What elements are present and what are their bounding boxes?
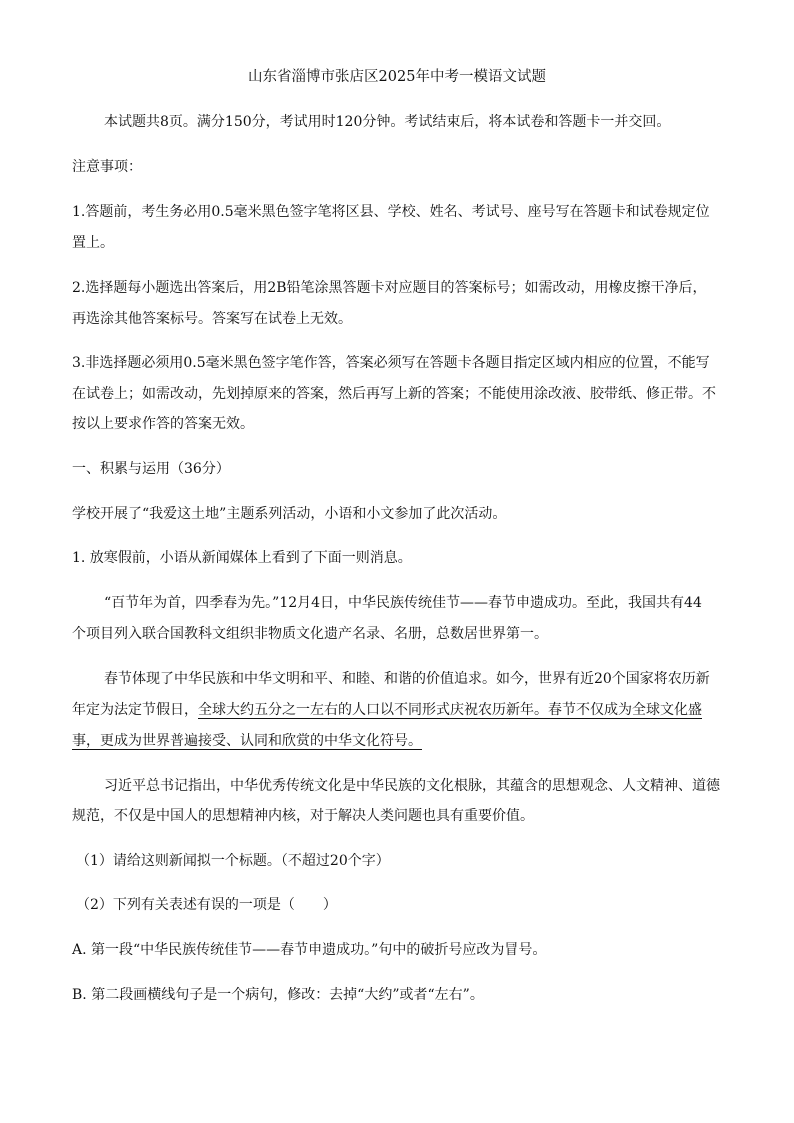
- news-p2-line-2: [72, 700, 722, 720]
- note-2-line-2: 再选涂其他答案标号。答案写在试卷上无效。: [72, 311, 352, 327]
- section-heading: 一、积累与运用（36分）: [72, 461, 230, 477]
- news-p3-line-1: 习近平总书记指出，中华优秀传统文化是中华民族的文化根脉，其蕴含的思想观念、人文精神、道德: [104, 778, 720, 794]
- note-3-line-1: 3.非选择题必须用0.5毫米黑色签字笔作答，答案必须写在答题卡各题目指定区域内相应的位置，不能写: [72, 355, 710, 371]
- note-2-line-1: 2.选择题每小题选出答案后，用2B铅笔涂黑答题卡对应题目的答案标号；如需改动，用橡皮擦干净后，: [72, 280, 707, 296]
- option-a: A. 第一段“中华民族传统佳节——春节申遗成功。”句中的破折号应改为冒号。: [72, 942, 547, 958]
- underlined-sentence-part-1: 全球大约五分之一左右的人口以不同形式庆祝农历新年。春节不仅成为全球文化盛: [198, 702, 702, 718]
- underlined-sentence-part-2: 事，更成为世界普遍接受、认同和欣赏的中华文化符号。: [72, 733, 422, 749]
- news-p3-line-2: 规范，不仅是中国人的思想精神内核，对于解决人类问题也具有重要价值。: [72, 808, 534, 824]
- sub-question-2: （2）下列有关表述有误的一项是（ ）: [76, 897, 337, 913]
- note-3-line-2: 在试卷上；如需改动，先划掉原来的答案，然后再写上新的答案；不能使用涂改液、胶带纸、修正带。不: [72, 386, 716, 402]
- option-b: B. 第二段画横线句子是一个病句，修改：去掉“大约”或者“左右”。: [72, 987, 484, 1003]
- news-p1-line-1: “百节年为首，四季春为先。”12月4日，中华民族传统佳节——春节申遗成功。至此，我国共有44: [104, 595, 702, 611]
- notice-heading: 注意事项：: [72, 159, 142, 175]
- note-1-line-2: 置上。: [72, 235, 114, 251]
- news-p2-line-2-plain: 年定为法定节假日，: [72, 702, 198, 718]
- note-1-line-1: 1.答题前，考生务必用0.5毫米黑色签字笔将区县、学校、姓名、考试号、座号写在答题卡和试卷规定位: [72, 204, 710, 220]
- sub-question-1: （1）请给这则新闻拟一个标题。（不超过20个字）: [76, 853, 390, 869]
- exam-title: 山东省淄博市张店区2025年中考一模语文试题: [248, 69, 546, 85]
- news-p2-line-3: [72, 731, 722, 751]
- note-3-line-3: 按以上要求作答的答案无效。: [72, 416, 254, 432]
- news-p1-line-2: 个项目列入联合国教科文组织非物质文化遗产名录、名册，总数居世界第一。: [72, 626, 548, 642]
- activity-intro: 学校开展了“我爱这土地”主题系列活动，小语和小文参加了此次活动。: [72, 506, 507, 522]
- question-1-stem: 1. 放寒假前，小语从新闻媒体上看到了下面一则消息。: [72, 550, 412, 566]
- exam-intro: 本试题共8页。满分150分，考试用时120分钟。考试结束后，将本试卷和答题卡一并交回。: [104, 114, 671, 130]
- news-p2-line-1: 春节体现了中华民族和中华文明和平、和睦、和谐的价值追求。如今，世界有近20个国家将农历新: [104, 671, 710, 687]
